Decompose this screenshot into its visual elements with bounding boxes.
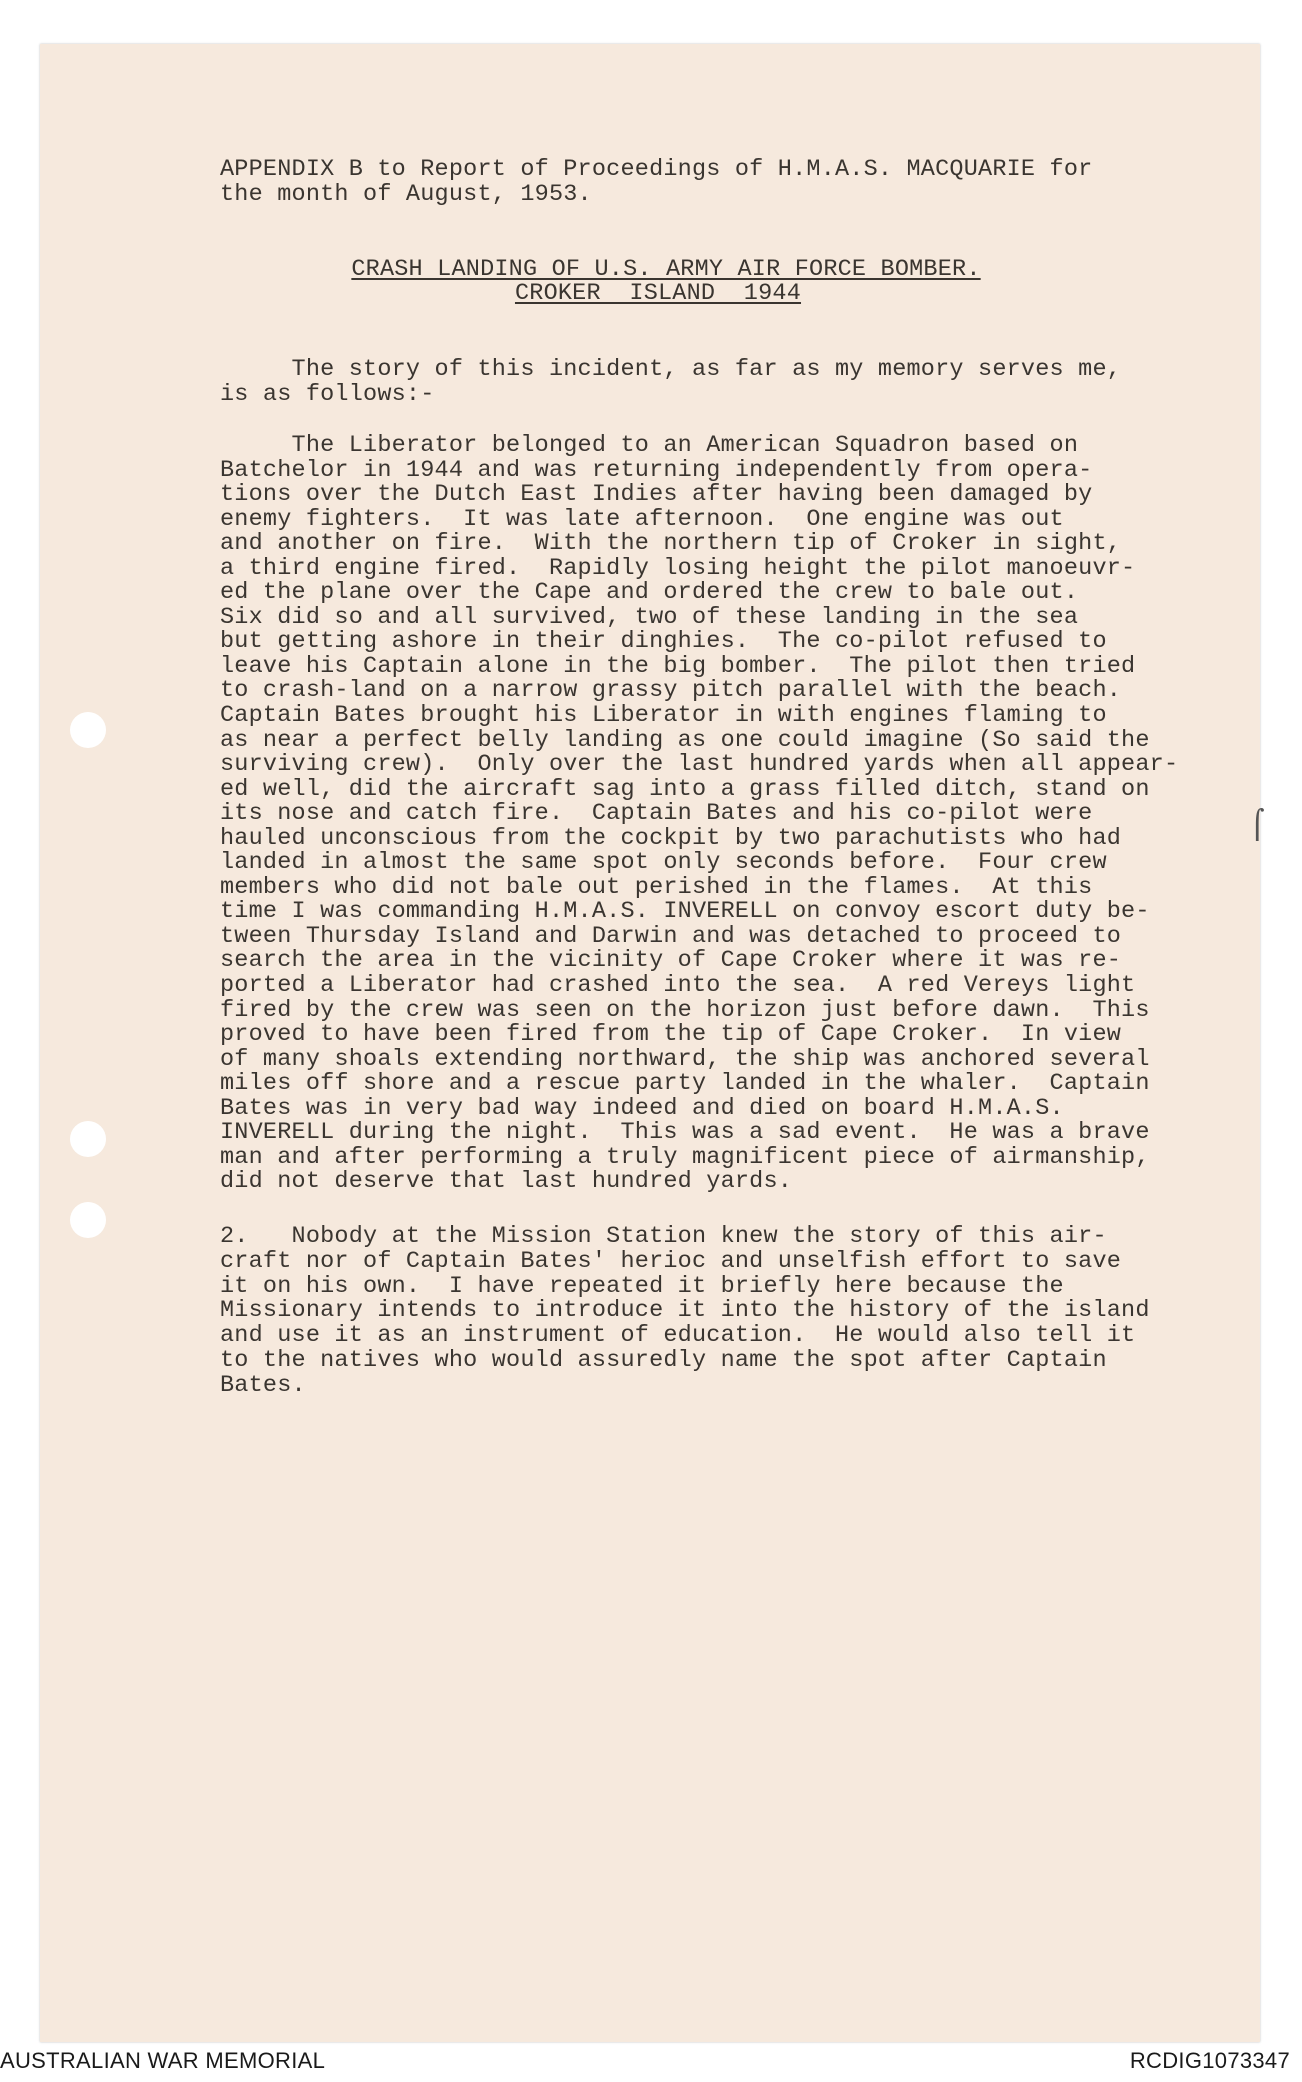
document-title: CRASH LANDING OF U.S. ARMY AIR FORCE BOMBER.	[351, 256, 981, 283]
paragraph-2: 2. Nobody at the Mission Station knew the story of this air- craft nor of Captain Bates' herioc and unselfish effort to save it on his own. I have repeated it briefly here because the Missionary intends to introduce it into the history of the island and use it as an instrument of education. He would also tell it to the natives who would assuredly name the spot after Captain Bates.	[220, 1223, 1150, 1399]
archive-reference: RCDIG1073347	[1129, 2048, 1290, 2073]
document-header	[220, 158, 1092, 207]
margin-mark: ⌠	[1250, 808, 1265, 841]
header-line-2: the month of August, 1953.	[220, 180, 592, 208]
archive-credit: AUSTRALIAN WAR MEMORIAL	[0, 2048, 326, 2073]
document-subtitle: CROKER ISLAND 1944	[514, 280, 802, 307]
punch-hole	[70, 1121, 106, 1157]
punch-hole	[70, 712, 106, 748]
paragraph-1: The Liberator belonged to an American Squadron based on Batchelor in 1944 and was returning independently from opera- tions over the Dutch East Indies after having been damaged by enemy fighters. It was late afternoon. One engine was out and another on fire. With the northern tip of Croker in sight, a third engine fired. Rapidly losing height the pilot manoeuvr- ed the plane over the Cape and ordered the crew to bale out. Six did so and all survived, two of these landing in the sea but getting ashore in their dinghies. The co-pilot refused to leave his Captain alone in the big bomber. The pilot then tried to crash-land on a narrow grassy pitch parallel with the beach. Captain Bates brought his Liberator in with engines flaming to as near a perfect belly landing as one could imagine (So said the surviving crew). Only over the last hundred yards when all appear- ed well, did the aircraft sag into a grass filled ditch, stand on its nose and catch fire. Captain Bates and his co-pilot were hauled unconscious from the cockpit by two parachutists who had landed in almost the same spot only seconds before. Four crew members who did not bale out perished in the flames. At this time I was commanding H.M.A.S. INVERELL on convoy escort duty be- tween Thursday Island and Darwin and was detached to proceed to search the area in the vicinity of Cape Croker where it was re- ported a Liberator had crashed into the sea. A red Vereys light fired by the crew was seen on the horizon just before dawn. This proved to have been fired from the tip of Cape Croker. In view of many shoals extending northward, the ship was anchored several miles off shore and a rescue party landed in the whaler. Captain Bates was in very bad way indeed and died on board H.M.A.S. INVERELL during the night. This was a sad event. He was a brave man and after performing a truly magnificent piece of airmanship, did not deserve that last hundred yards.	[220, 432, 1179, 1196]
intro-paragraph: The story of this incident, as far as my memory serves me, is as follows:-	[220, 356, 1122, 408]
header-line-1: APPENDIX B to Report of Proceedings of H.M.A.S. MACQUARIE for	[220, 156, 1093, 183]
punch-hole	[70, 1202, 106, 1238]
